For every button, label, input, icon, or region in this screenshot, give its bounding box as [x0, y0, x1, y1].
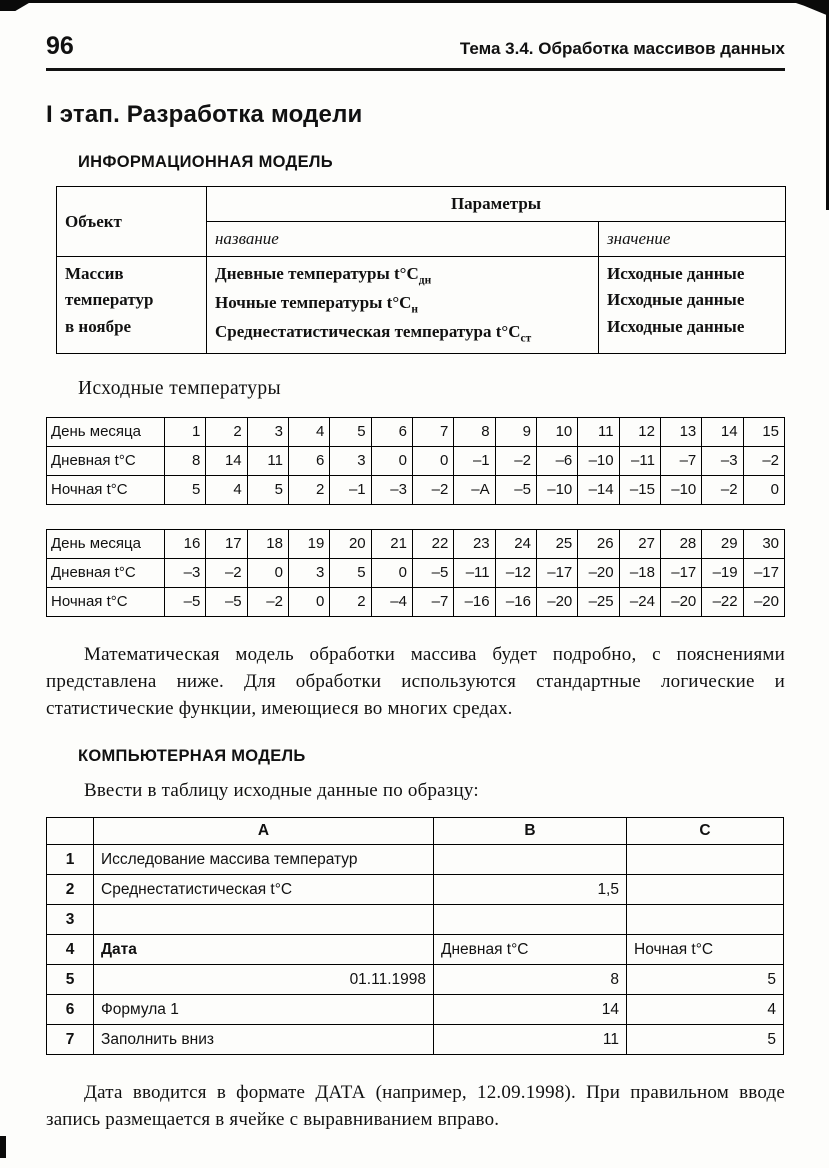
- value-cell: –10: [660, 475, 701, 504]
- params-header-cell: Параметры: [207, 187, 786, 222]
- value-cell: 26: [578, 529, 619, 558]
- page-header: [46, 34, 785, 71]
- value-cell: –2: [206, 558, 247, 587]
- scan-artifact-top-edge: [0, 0, 829, 3]
- value-cell: 0: [247, 558, 288, 587]
- param-value-line: Исходные данные: [607, 316, 745, 336]
- value-cell: 4: [206, 475, 247, 504]
- value-cell: 19: [288, 529, 329, 558]
- row-number: 1: [47, 845, 94, 875]
- param-name-line: [215, 319, 590, 348]
- cell-c1: [627, 845, 784, 875]
- value-cell: 22: [412, 529, 453, 558]
- value-cell: –1: [454, 446, 495, 475]
- cell-b3: [434, 905, 627, 935]
- param-name: Дневные температуры t°C: [215, 264, 419, 283]
- running-head: Тема 3.4. Обработка массивов данных: [459, 38, 785, 58]
- value-cell: 24: [495, 529, 536, 558]
- value-cell: 3: [247, 417, 288, 446]
- value-header-cell: значение: [599, 222, 786, 257]
- spreadsheet-row: [47, 995, 784, 1025]
- table-row: [57, 257, 786, 354]
- value-cell: –20: [578, 558, 619, 587]
- spreadsheet-row: [47, 935, 784, 965]
- cell-c2: [627, 875, 784, 905]
- cell-a3: [94, 905, 434, 935]
- value-cell: 2: [288, 475, 329, 504]
- param-subscript: н: [411, 303, 419, 316]
- row-number: 2: [47, 875, 94, 905]
- spreadsheet-row: [47, 905, 784, 935]
- row-number: 3: [47, 905, 94, 935]
- value-cell: 0: [371, 446, 412, 475]
- row-label-cell: Ночная t°C: [47, 587, 165, 616]
- value-cell: –5: [165, 587, 206, 616]
- value-cell: –2: [247, 587, 288, 616]
- param-value-line: Исходные данные: [607, 290, 745, 310]
- scan-artifact-top-left: [0, 0, 34, 11]
- row-label-cell: Дневная t°C: [47, 446, 165, 475]
- cell-a6: Формула 1: [94, 995, 434, 1025]
- value-cell: 3: [288, 558, 329, 587]
- cell-a5: 01.11.1998: [94, 965, 434, 995]
- value-cell: 3: [330, 446, 371, 475]
- temps-table-days-1-15: [46, 417, 785, 505]
- math-model-paragraph: Математическая модель обработки массива будет подробно, с пояснениями представлена ниже. Для обработки используются стандартные логические и статистические функции, имеющиеся во многих средах.: [46, 643, 785, 719]
- value-cell: 17: [206, 529, 247, 558]
- value-cell: –10: [536, 475, 577, 504]
- value-cell: –15: [619, 475, 660, 504]
- value-cell: 8: [165, 446, 206, 475]
- row-label-cell: День месяца: [47, 417, 165, 446]
- object-header-cell: Объект: [57, 187, 207, 257]
- value-cell: 8: [454, 417, 495, 446]
- param-name: Ночные температуры t°C: [215, 293, 412, 313]
- value-cell: –2: [495, 446, 536, 475]
- value-cell: –25: [578, 587, 619, 616]
- value-cell: 2: [330, 587, 371, 616]
- spreadsheet-row: [47, 875, 784, 905]
- value-cell: –11: [619, 446, 660, 475]
- value-cell: –2: [412, 475, 453, 504]
- value-cell: 14: [206, 446, 247, 475]
- value-cell: 2: [206, 417, 247, 446]
- column-header-c: C: [627, 818, 784, 845]
- value-cell: 28: [660, 529, 701, 558]
- temps-table-body: [47, 529, 785, 616]
- spreadsheet-header-row: [47, 818, 784, 845]
- value-cell: –12: [495, 558, 536, 587]
- table-row: [47, 475, 785, 504]
- value-cell: 14: [702, 417, 743, 446]
- cell-b1: [434, 845, 627, 875]
- value-cell: –2: [743, 446, 784, 475]
- value-cell: 20: [330, 529, 371, 558]
- value-cell: 27: [619, 529, 660, 558]
- param-name-line: [215, 290, 590, 319]
- value-cell: 10: [536, 417, 577, 446]
- name-header-cell: название: [207, 222, 599, 257]
- cell-b6: 14: [434, 995, 627, 1025]
- temps-table-days-16-30: [46, 529, 785, 617]
- info-model-table: [56, 186, 786, 354]
- row-number: 6: [47, 995, 94, 1025]
- value-cell: 0: [743, 475, 784, 504]
- temps-table-body: [47, 417, 785, 504]
- value-cell: –5: [206, 587, 247, 616]
- value-cell: 5: [247, 475, 288, 504]
- object-line: температур: [65, 290, 154, 310]
- value-cell: –7: [660, 446, 701, 475]
- cell-b5: 8: [434, 965, 627, 995]
- param-subscript: дн: [418, 274, 432, 287]
- value-cell: 9: [495, 417, 536, 446]
- value-cell: –7: [412, 587, 453, 616]
- value-cell: 0: [288, 587, 329, 616]
- object-line: в ноябре: [65, 316, 132, 336]
- value-cell: –3: [165, 558, 206, 587]
- value-cell: –1: [330, 475, 371, 504]
- table-row: [47, 446, 785, 475]
- value-cell: –24: [619, 587, 660, 616]
- param-values-cell: [599, 257, 786, 354]
- value-cell: –22: [702, 587, 743, 616]
- table-row: [47, 558, 785, 587]
- value-cell: 4: [288, 417, 329, 446]
- param-name-line: [215, 261, 590, 290]
- value-cell: 13: [660, 417, 701, 446]
- row-label-cell: Дневная t°C: [47, 558, 165, 587]
- cell-b4: Дневная t°C: [434, 935, 627, 965]
- spreadsheet-row: [47, 965, 784, 995]
- stage-heading: I этап. Разработка модели: [46, 101, 363, 128]
- row-label-cell: Ночная t°C: [47, 475, 165, 504]
- param-subscript: ст: [520, 332, 532, 345]
- cell-a7: Заполнить вниз: [94, 1025, 434, 1055]
- table-row: [47, 587, 785, 616]
- value-cell: –20: [660, 587, 701, 616]
- cell-c5: 5: [627, 965, 784, 995]
- cell-c7: 5: [627, 1025, 784, 1055]
- value-cell: 7: [412, 417, 453, 446]
- row-label-cell: День месяца: [47, 529, 165, 558]
- value-cell: –3: [371, 475, 412, 504]
- value-cell: –5: [412, 558, 453, 587]
- row-number: 7: [47, 1025, 94, 1055]
- value-cell: –19: [702, 558, 743, 587]
- spreadsheet-table: [46, 817, 784, 1055]
- value-cell: –14: [578, 475, 619, 504]
- column-header-b: B: [434, 818, 627, 845]
- value-cell: –3: [702, 446, 743, 475]
- object-line: Массив: [65, 264, 124, 283]
- row-number: 4: [47, 935, 94, 965]
- value-cell: 16: [165, 529, 206, 558]
- value-cell: 0: [371, 558, 412, 587]
- spreadsheet-row: [47, 1025, 784, 1055]
- value-cell: 12: [619, 417, 660, 446]
- value-cell: –17: [743, 558, 784, 587]
- value-cell: –20: [536, 587, 577, 616]
- value-cell: 25: [536, 529, 577, 558]
- value-cell: –16: [454, 587, 495, 616]
- value-cell: 30: [743, 529, 784, 558]
- value-cell: 11: [247, 446, 288, 475]
- object-cell: [57, 257, 207, 354]
- column-header-a: A: [94, 818, 434, 845]
- value-cell: 1: [165, 417, 206, 446]
- source-temps-title: Исходные температуры: [78, 377, 282, 399]
- table-row: [57, 187, 786, 222]
- value-cell: –17: [660, 558, 701, 587]
- value-cell: –20: [743, 587, 784, 616]
- value-cell: 0: [412, 446, 453, 475]
- row-number: 5: [47, 965, 94, 995]
- param-value-line: Исходные данные: [607, 264, 745, 283]
- scan-artifact-bottom-left: [0, 1136, 6, 1158]
- info-model-heading: ИНФОРМАЦИОННАЯ МОДЕЛЬ: [78, 153, 333, 171]
- value-cell: –18: [619, 558, 660, 587]
- cell-c3: [627, 905, 784, 935]
- value-cell: –5: [495, 475, 536, 504]
- value-cell: 5: [330, 558, 371, 587]
- value-cell: –16: [495, 587, 536, 616]
- corner-header-cell: [47, 818, 94, 845]
- date-note-paragraph: Дата вводится в формате ДАТА (например, 12.09.1998). При правильном вводе запись размещается в ячейке с выравниванием вправо.: [46, 1082, 785, 1131]
- value-cell: 15: [743, 417, 784, 446]
- cell-b7: 11: [434, 1025, 627, 1055]
- cell-c6: 4: [627, 995, 784, 1025]
- cell-a4: Дата: [94, 935, 434, 965]
- table-row: [47, 417, 785, 446]
- value-cell: –4: [371, 587, 412, 616]
- value-cell: 6: [288, 446, 329, 475]
- value-cell: –A: [454, 475, 495, 504]
- value-cell: 18: [247, 529, 288, 558]
- value-cell: –6: [536, 446, 577, 475]
- value-cell: 5: [330, 417, 371, 446]
- value-cell: 6: [371, 417, 412, 446]
- value-cell: –10: [578, 446, 619, 475]
- enter-data-paragraph: Ввести в таблицу исходные данные по образцу:: [84, 779, 479, 801]
- value-cell: –11: [454, 558, 495, 587]
- computer-model-heading: КОМПЬЮТЕРНАЯ МОДЕЛЬ: [78, 746, 306, 765]
- page-number: 96: [46, 32, 74, 60]
- param-names-cell: [207, 257, 599, 354]
- cell-c4: Ночная t°C: [627, 935, 784, 965]
- param-name: Среднестатистическая температура t°C: [215, 322, 521, 342]
- cell-a1: Исследование массива температур: [94, 845, 434, 875]
- value-cell: 21: [371, 529, 412, 558]
- value-cell: 29: [702, 529, 743, 558]
- value-cell: 5: [165, 475, 206, 504]
- value-cell: 23: [454, 529, 495, 558]
- cell-a2: Среднестатистическая t°C: [94, 875, 434, 905]
- value-cell: –2: [702, 475, 743, 504]
- value-cell: 11: [578, 417, 619, 446]
- cell-b2: 1,5: [434, 875, 627, 905]
- spreadsheet-row: [47, 845, 784, 875]
- table-row: [47, 529, 785, 558]
- value-cell: –17: [536, 558, 577, 587]
